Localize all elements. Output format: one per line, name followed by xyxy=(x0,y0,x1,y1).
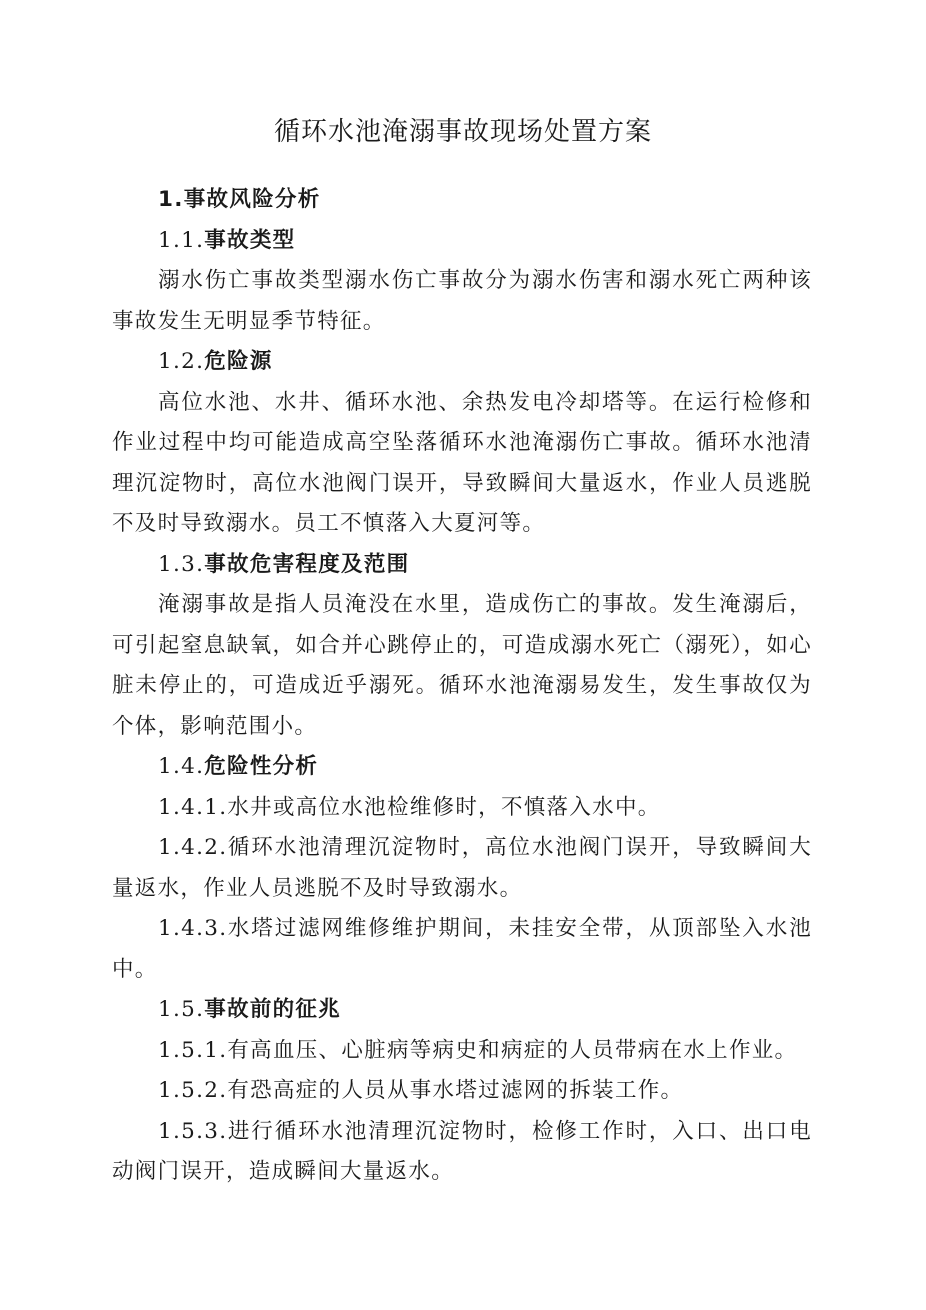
section-title: 事故前的征兆 xyxy=(204,997,342,1022)
section-heading-1-4 xyxy=(112,747,812,788)
paragraph-1-2: 高位水池、水井、循环水池、余热发电冷却塔等。在运行检修和作业过程中均可能造成高空坠落循环水池淹溺伤亡事故。循环水池清理沉淀物时，高位水池阀门误开，导致瞬间大量返水，作业人员逃脱不及时导致溺水。员工不慎落入大夏河等。 xyxy=(112,389,812,536)
list-item-1-4-3: 1.4.3.水塔过滤网维修维护期间，未挂安全带，从顶部坠入水池中。 xyxy=(112,916,812,982)
section-title: 危险源 xyxy=(204,349,273,374)
section-title: 危险性分析 xyxy=(204,754,319,779)
paragraph-1-1: 溺水伤亡事故类型溺水伤亡事故分为溺水伤害和溺水死亡两种该事故发生无明显季节特征。 xyxy=(112,268,812,334)
section-heading-1-5 xyxy=(112,990,812,1031)
section-number: 1.1. xyxy=(158,227,205,253)
document-title: 循环水池淹溺事故现场处置方案 xyxy=(273,117,652,147)
section-number: 1.2. xyxy=(158,349,205,374)
section-heading-1-1 xyxy=(112,221,812,262)
section-heading-1-2 xyxy=(112,342,812,383)
list-item-1-5-3: 1.5.3.进行循环水池清理沉淀物时，检修工作时，入口、出口电动阀门误开，造成瞬间大量返水。 xyxy=(112,1118,812,1184)
list-item-1-5-2: 1.5.2.有恐高症的人员从事水塔过滤网的拆装工作。 xyxy=(158,1078,684,1103)
document-body xyxy=(112,180,812,1193)
list-item-1-4-2: 1.4.2.循环水池清理沉淀物时，高位水池阀门误开，导致瞬间大量返水，作业人员逃脱不及时导致溺水。 xyxy=(112,835,812,901)
list-item-1-4-1: 1.4.1.水井或高位水池检维修时，不慎落入水中。 xyxy=(158,794,661,820)
section-number: 1.4. xyxy=(158,754,205,779)
section-number: 1.3. xyxy=(158,551,205,577)
section-title: 事故危害程度及范围 xyxy=(204,551,410,577)
section-title: 事故类型 xyxy=(204,227,296,253)
section-heading-1: 1.事故风险分析 xyxy=(158,187,321,212)
list-item-1-5-1: 1.5.1.有高血压、心脏病等病史和病症的人员带病在水上作业。 xyxy=(158,1037,798,1063)
paragraph-1-3: 淹溺事故是指人员淹没在水里，造成伤亡的事故。发生淹溺后，可引起窒息缺氧，如合并心跳停止的，可造成溺水死亡（溺死），如心脏未停止的，可造成近乎溺死。循环水池淹溺易发生，发生事故仅为个体，影响范围小。 xyxy=(112,592,812,739)
section-heading-1-3 xyxy=(112,545,812,586)
section-number: 1.5. xyxy=(158,997,205,1022)
